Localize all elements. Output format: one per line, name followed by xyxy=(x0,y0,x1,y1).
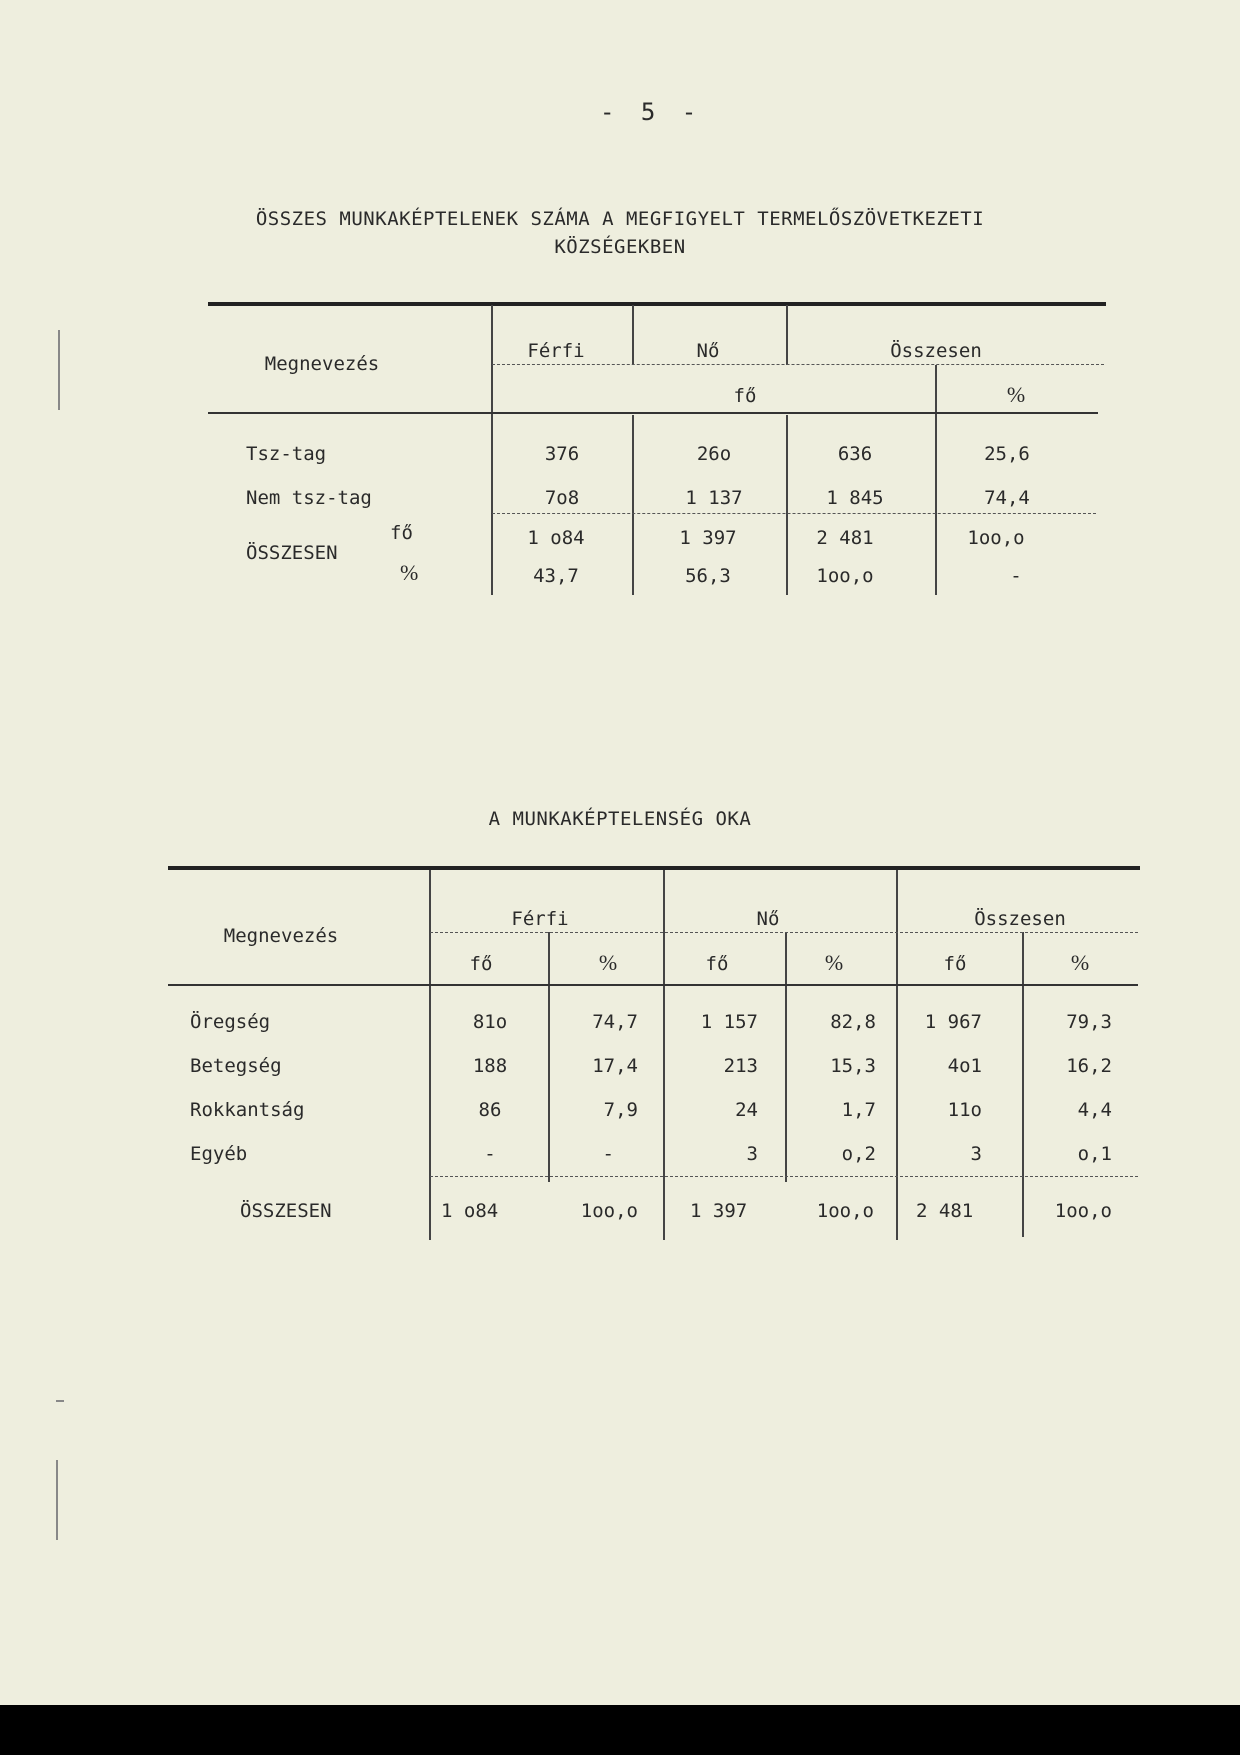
table1-title-line1: ÖSSZES MUNKAKÉPTELENEK SZÁMA A MEGFIGYELT TERMELŐSZÖVETKEZETI xyxy=(255,208,985,230)
cell-ossz-pct: 79,3 xyxy=(1066,1011,1112,1033)
cell-ossz-fo: 3 xyxy=(970,1143,982,1165)
table2-vline xyxy=(548,932,550,1182)
cell-ferfi-fo: 86 xyxy=(478,1099,502,1121)
cell-ferfi: 376 xyxy=(544,443,580,465)
cell-ferfi: 7o8 xyxy=(544,487,580,509)
cell-no-fo: 3 xyxy=(746,1143,758,1165)
table2-header-ferfi: Férfi xyxy=(511,908,569,930)
row-label: Tsz-tag xyxy=(246,443,327,465)
total-fo-label: fő xyxy=(390,522,413,544)
cell-no: 1 397 xyxy=(679,527,737,549)
cell-ferfi: 1 o84 xyxy=(527,527,585,549)
table1-header-rule xyxy=(208,412,1098,414)
table2-top-rule xyxy=(168,866,1140,870)
table2-vline xyxy=(1022,932,1024,1237)
cell-no-fo: 213 xyxy=(723,1055,758,1077)
page-number: - 5 - xyxy=(600,98,703,126)
cell-ossz-fo: 1 967 xyxy=(924,1011,982,1033)
table2-header-megnevezes: Megnevezés xyxy=(223,925,339,947)
table1-top-rule xyxy=(208,302,1106,306)
cell-ferfi-pct: 7,9 xyxy=(603,1099,638,1121)
cell-no-fo: 1 157 xyxy=(700,1011,758,1033)
table2-header-ossz-fo: fő xyxy=(943,953,967,975)
margin-mark xyxy=(56,1400,64,1402)
cell-ossz-pct: o,1 xyxy=(1077,1143,1112,1165)
cell-ferfi-fo: 1 o84 xyxy=(441,1200,499,1222)
table1-total-divider xyxy=(492,513,1096,514)
table1-header-megnevezes: Megnevezés xyxy=(264,353,380,375)
table2-header-osszesen: Összesen xyxy=(974,908,1066,930)
cell-ossz-pct: 4,4 xyxy=(1077,1099,1112,1121)
cell-ferfi-pct: 74,7 xyxy=(592,1011,638,1033)
row-label: Egyéb xyxy=(190,1143,248,1165)
total-pct-label: % xyxy=(400,560,419,585)
cell-osszesen-fo: 1oo,o xyxy=(816,565,874,587)
margin-mark xyxy=(56,1460,58,1540)
row-label: Betegség xyxy=(190,1055,282,1077)
table2-title: A MUNKAKÉPTELENSÉG OKA xyxy=(488,808,752,830)
table1-header-ferfi: Férfi xyxy=(527,340,585,362)
row-label: Nem tsz-tag xyxy=(246,487,372,509)
cell-ferfi: 43,7 xyxy=(533,565,579,587)
total-label: ÖSSZESEN xyxy=(246,542,338,564)
cell-no-pct: o,2 xyxy=(841,1143,876,1165)
cell-no-pct: 82,8 xyxy=(830,1011,876,1033)
row-label: Rokkantság xyxy=(190,1099,305,1121)
table2-header-no-fo: fő xyxy=(705,953,729,975)
cell-no: 56,3 xyxy=(685,565,731,587)
cell-ferfi-fo: - xyxy=(484,1143,496,1165)
cell-no-fo: 1 397 xyxy=(690,1200,748,1222)
margin-mark xyxy=(58,330,60,410)
table1-vline xyxy=(786,415,788,595)
total-label: ÖSSZESEN xyxy=(240,1200,332,1222)
cell-osszesen-pct: 74,4 xyxy=(984,487,1030,509)
table2-header-rule xyxy=(168,984,1138,986)
table2-vline xyxy=(896,870,898,1240)
cell-no: 26o xyxy=(696,443,732,465)
table1-vline xyxy=(786,305,788,365)
cell-osszesen-pct: 1oo,o xyxy=(967,527,1025,549)
table2-header-ossz-pct: % xyxy=(1070,950,1090,975)
cell-no-pct: 15,3 xyxy=(830,1055,876,1077)
cell-osszesen-pct: - xyxy=(1010,565,1022,587)
cell-no-pct: 1oo,o xyxy=(816,1200,874,1222)
table1-vline xyxy=(935,365,937,595)
table1-vline xyxy=(632,305,634,365)
cell-no-fo: 24 xyxy=(735,1099,758,1121)
table2-header-no-pct: % xyxy=(824,950,844,975)
table1-vline xyxy=(491,305,493,595)
cell-osszesen-fo: 2 481 xyxy=(816,527,874,549)
cell-no-pct: 1,7 xyxy=(841,1099,876,1121)
table2-vline xyxy=(785,932,787,1182)
table1-header-divider xyxy=(492,364,1104,365)
table1-header-osszesen: Összesen xyxy=(890,340,982,362)
table2-header-ferfi-fo: fő xyxy=(469,953,493,975)
cell-ferfi-fo: 81o xyxy=(472,1011,508,1033)
table1-title-line2: KÖZSÉGEKBEN xyxy=(554,236,686,258)
table1-header-pct: % xyxy=(1006,382,1026,407)
table2-header-ferfi-pct: % xyxy=(598,950,618,975)
cell-ossz-pct: 16,2 xyxy=(1066,1055,1112,1077)
table2-total-divider xyxy=(430,1176,1138,1177)
table2-vline xyxy=(663,870,665,1240)
cell-no: 1 137 xyxy=(685,487,743,509)
cell-ossz-fo: 11o xyxy=(947,1099,982,1121)
table2-vline xyxy=(429,870,431,1240)
cell-ferfi-pct: 17,4 xyxy=(592,1055,638,1077)
row-label: Öregség xyxy=(190,1011,271,1033)
cell-osszesen-fo: 636 xyxy=(837,443,873,465)
cell-ferfi-pct: 1oo,o xyxy=(580,1200,638,1222)
table1-header-fo: fő xyxy=(733,385,757,407)
cell-ossz-pct: 1oo,o xyxy=(1054,1200,1112,1222)
cell-osszesen-fo: 1 845 xyxy=(826,487,884,509)
cell-ferfi-fo: 188 xyxy=(472,1055,508,1077)
table2-header-no: Nő xyxy=(756,908,780,930)
table1-header-no: Nő xyxy=(696,340,720,362)
cell-ferfi-pct: - xyxy=(602,1143,614,1165)
cell-osszesen-pct: 25,6 xyxy=(984,443,1030,465)
table1-vline xyxy=(632,415,634,595)
cell-ossz-fo: 2 481 xyxy=(916,1200,974,1222)
table2-header-divider xyxy=(430,932,1138,933)
cell-ossz-fo: 4o1 xyxy=(947,1055,982,1077)
